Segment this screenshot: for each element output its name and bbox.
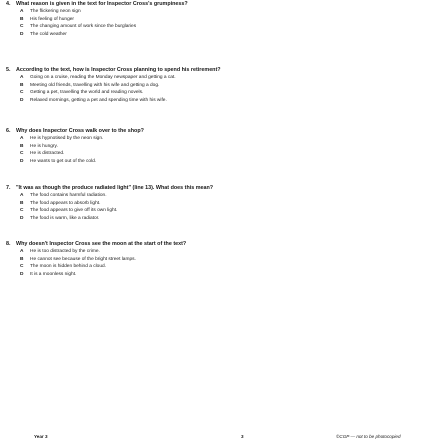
option-letter: C [20,24,24,30]
answer-option[interactable] [20,271,436,279]
option-letter: C [20,264,24,270]
option-text: He is distracted. [30,151,65,157]
option-text: The food is warm, like a radiator. [30,215,100,221]
option-text: Going on a cruise, reading the Monday newspaper and getting a cat. [30,75,176,80]
answer-option[interactable] [20,97,436,105]
option-letter: D [20,31,24,37]
question-number: 7. [6,185,11,191]
option-text: Meeting old friends, travelling with his wife and getting a dog. [30,82,160,88]
option-text: He is hungry. [30,143,58,149]
answer-option[interactable] [20,200,436,208]
option-text: The changing amount of work since the burglaries [30,24,137,30]
question-number: 5. [6,67,11,73]
answer-option[interactable] [20,263,436,271]
option-letter: B [20,256,24,262]
answer-option[interactable] [20,143,436,151]
answer-option[interactable] [20,8,436,16]
answer-option[interactable] [20,23,436,31]
answer-option[interactable] [20,16,436,24]
option-letter: C [20,90,24,96]
answer-option[interactable] [20,74,436,82]
answer-option[interactable] [20,256,436,264]
option-letter: B [20,200,24,206]
option-text: Getting a pet, travelling the world and reading novels. [30,90,144,96]
option-text: His feeling of hunger [30,16,74,22]
option-letter: D [20,271,24,277]
answer-option[interactable] [20,89,436,97]
option-letter: A [20,193,24,198]
option-text: Relaxed mornings, getting a pet and spending time with his wife. [30,97,167,103]
option-text: The flickering neon sign [30,9,81,14]
question-number: 6. [6,128,11,134]
answer-option[interactable] [20,150,436,158]
option-text: It is a moonless night. [30,271,77,277]
question-number: 4. [6,1,11,7]
question-text: "It was as though the produce radiated light" (line 13). What does this mean? [16,185,214,191]
answer-option[interactable] [20,248,436,256]
question-text: Why doesn't Inspector Cross see the moon at the start of the text? [16,241,187,247]
option-text: The food contains harmful radiation. [30,193,107,198]
option-text: He is too distracted by the crime. [30,249,100,254]
option-letter: C [20,208,24,214]
option-letter: B [20,143,24,149]
option-text: He wants to get out of the cold. [30,158,97,164]
question-text: According to the text, how is Inspector Cross planning to spend his retirement? [16,67,221,73]
page-footer [0,434,448,444]
answer-option[interactable] [20,215,436,223]
option-letter: D [20,158,24,164]
answer-option[interactable] [20,192,436,200]
answer-option[interactable] [20,82,436,90]
question-number: 8. [6,241,11,247]
answer-option[interactable] [20,158,436,166]
copyright-notice: ©CGP — not to be photocopied [336,434,401,439]
option-text: He cannot see because of the bright street lamps. [30,256,136,262]
option-text: The moon is hidden behind a cloud. [30,264,107,270]
option-letter: A [20,9,24,14]
footer-year: Year 3 [34,434,48,439]
option-letter: B [20,82,24,88]
option-text: The food appears to give off its own light. [30,208,118,214]
option-letter: A [20,249,24,254]
option-text: The cold weather [30,31,67,37]
option-text: The food appears to absorb light. [30,200,101,206]
option-letter: B [20,16,24,22]
option-letter: A [20,136,24,141]
answer-option[interactable] [20,31,436,39]
answer-option[interactable] [20,135,436,143]
question-text: Why does Inspector Cross walk over to the shop? [16,128,144,134]
option-letter: D [20,215,24,221]
option-letter: D [20,97,24,103]
question-6 [6,128,436,165]
question-8 [6,241,436,278]
question-5 [6,67,436,104]
question-text: What reason is given in the text for Inspector Cross's grumpiness? [16,1,188,7]
option-letter: C [20,151,24,157]
option-text: He is hypnotised by the neon sign. [30,136,104,141]
option-letter: A [20,75,24,80]
question-7 [6,185,436,222]
page-number: 3 [241,434,244,439]
question-4 [6,1,436,38]
answer-option[interactable] [20,207,436,215]
